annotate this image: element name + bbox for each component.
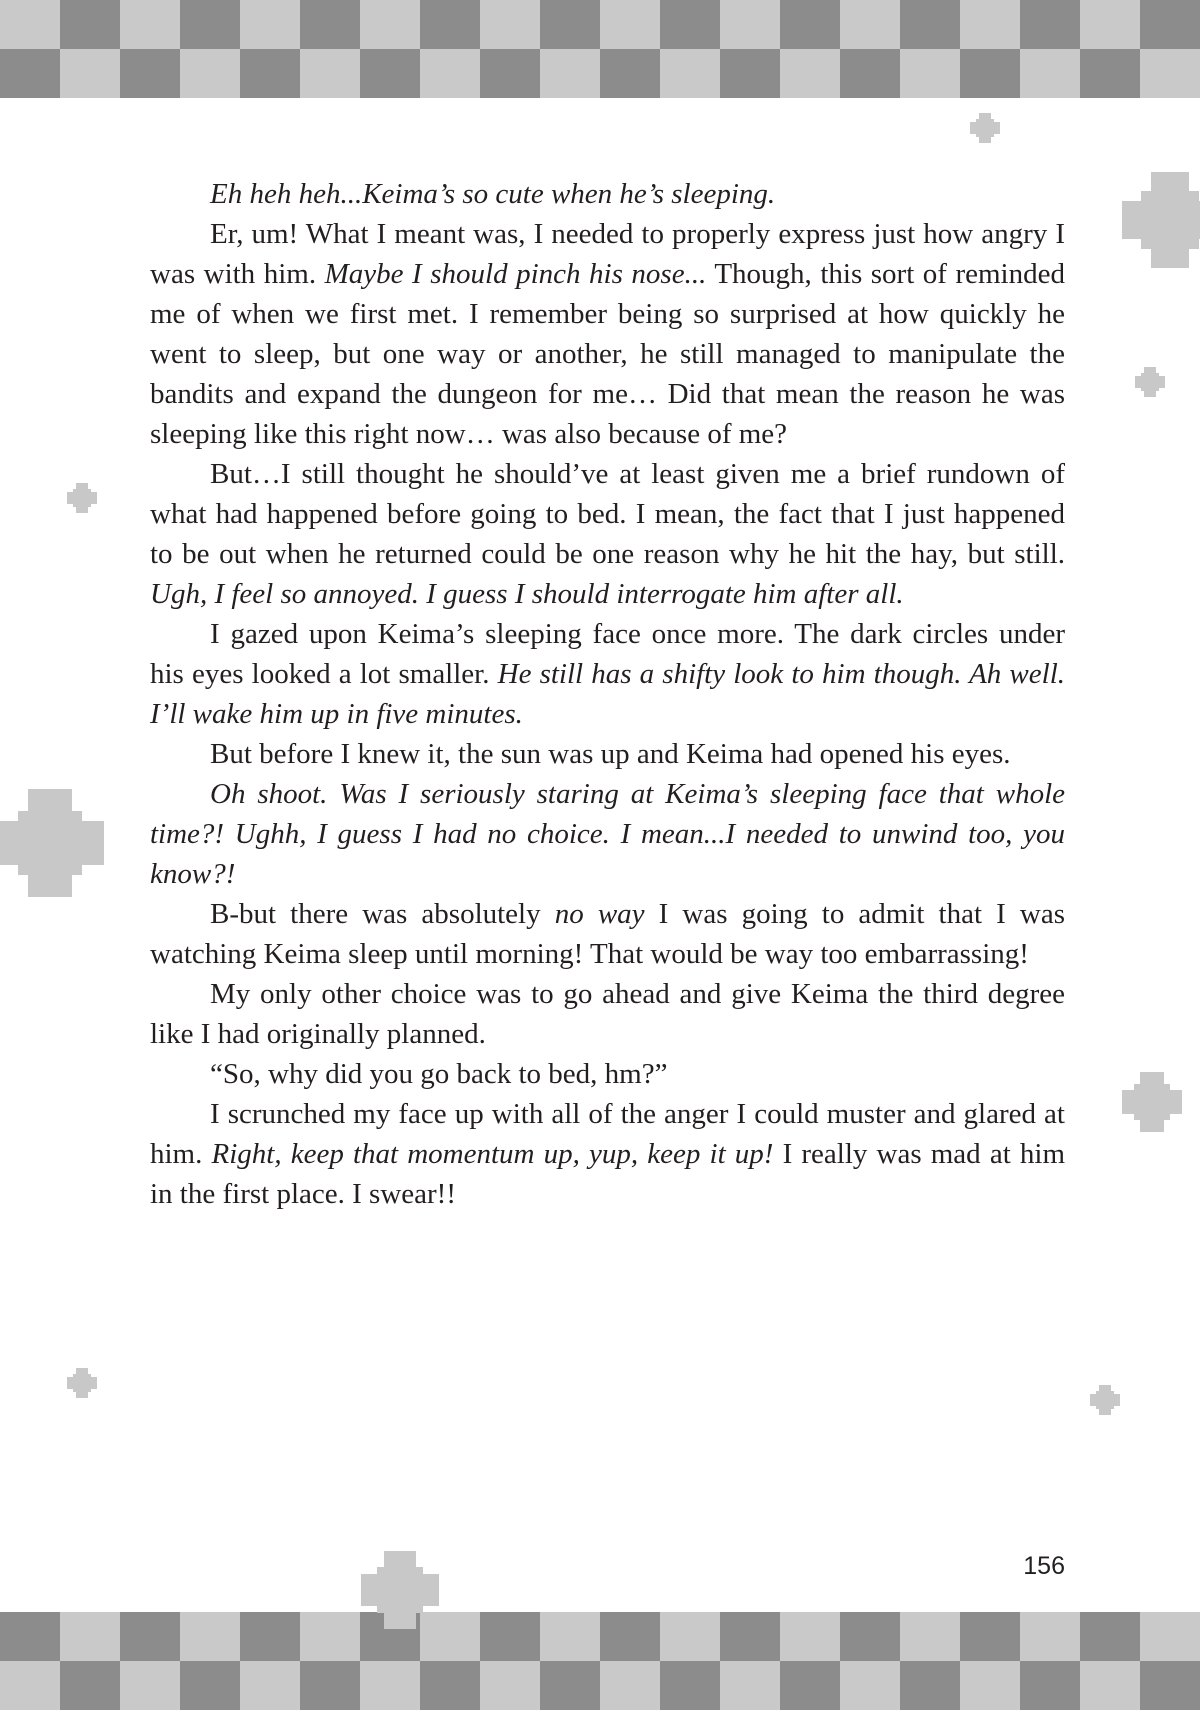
checker-square — [540, 1612, 600, 1661]
checker-square — [240, 49, 300, 98]
sparkle-icon — [1135, 367, 1165, 397]
checker-square — [720, 1661, 780, 1710]
italic-text: Maybe I should pinch his nose... — [324, 258, 707, 290]
checker-square — [180, 49, 240, 98]
sparkle-bar — [377, 1567, 424, 1614]
sparkle-bar — [1134, 1084, 1170, 1120]
text-segment: B-but there was absolutely — [210, 898, 555, 930]
checker-square — [480, 0, 540, 49]
sparkle-bar — [1141, 191, 1199, 249]
checker-square — [120, 1612, 180, 1661]
sparkle-icon — [1090, 1385, 1120, 1415]
checker-square — [120, 49, 180, 98]
sparkle-icon — [67, 1368, 97, 1398]
checker-square — [1140, 0, 1200, 49]
checker-square — [120, 0, 180, 49]
italic-text: Eh heh heh...Keima’s so cute when he’s sleeping. — [210, 178, 776, 210]
checker-square — [1080, 0, 1140, 49]
page-number: 156 — [1023, 1552, 1065, 1580]
text-segment: “So, why did you go back to bed, hm?” — [210, 1058, 668, 1090]
checker-square — [900, 0, 960, 49]
checker-square — [300, 1661, 360, 1710]
checker-square — [660, 1661, 720, 1710]
bottom-checker-border — [0, 1612, 1200, 1710]
checker-square — [840, 1661, 900, 1710]
checker-square — [0, 1612, 60, 1661]
checker-square — [240, 0, 300, 49]
text-segment: I was going to admit that I was watching Keima sleep until morning! That would be way too embarrassing! — [150, 898, 1065, 970]
checker-square — [1080, 1612, 1140, 1661]
paragraph — [150, 214, 1065, 454]
sparkle-bar — [1096, 1391, 1114, 1409]
checker-square — [1140, 49, 1200, 98]
checker-square — [540, 0, 600, 49]
text-segment: Though, this sort of reminded me of when we first met. I remember being so surprised at how quickly he went to sleep, but one way or another, he still managed to manipulate the bandits and expand the dungeon for me… Did that mean the reason he was sleeping like this right now… was also because of me? — [150, 258, 1065, 450]
checker-square — [720, 1612, 780, 1661]
checker-square — [180, 0, 240, 49]
sparkle-icon — [1122, 1072, 1182, 1132]
checker-square — [420, 1661, 480, 1710]
sparkle-icon — [361, 1551, 439, 1629]
checker-square — [600, 49, 660, 98]
top-checker-border — [0, 0, 1200, 98]
checker-square — [660, 1612, 720, 1661]
italic-text: Oh shoot. Was I seriously staring at Keima’s sleeping face that whole time?! Ughh, I guess I had no choice. I mean...I needed to unwind too, you know?! — [150, 778, 1065, 890]
checker-square — [1020, 0, 1080, 49]
checker-square — [300, 1612, 360, 1661]
checker-square — [360, 0, 420, 49]
checker-square — [960, 1661, 1020, 1710]
checker-square — [960, 49, 1020, 98]
checker-square — [780, 1612, 840, 1661]
checker-square — [1080, 1661, 1140, 1710]
checker-square — [960, 0, 1020, 49]
paragraph — [150, 1054, 1065, 1094]
checker-square — [0, 0, 60, 49]
checker-square — [1020, 49, 1080, 98]
checker-square — [780, 0, 840, 49]
paragraph — [150, 174, 1065, 214]
checker-square — [1020, 1612, 1080, 1661]
checker-square — [600, 1612, 660, 1661]
checker-square — [240, 1661, 300, 1710]
sparkle-icon — [970, 113, 1000, 143]
paragraph — [150, 774, 1065, 894]
paragraph — [150, 454, 1065, 614]
checker-square — [60, 49, 120, 98]
text-segment: I scrunched my face up with all of the anger I could muster and glared at him. — [150, 1098, 1065, 1170]
checker-square — [900, 1612, 960, 1661]
text-segment: But…I still thought he should’ve at least given me a brief rundown of what had happened before going to bed. I mean, the fact that I just happened to be out when he returned could be one reason why he hit the hay, but still. — [150, 458, 1065, 570]
checker-square — [180, 1661, 240, 1710]
text-segment: I gazed upon Keima’s sleeping face once more. The dark circles under his eyes looked a lot smaller. — [150, 618, 1065, 690]
checker-square — [840, 1612, 900, 1661]
checker-square — [480, 49, 540, 98]
sparkle-bar — [1141, 373, 1159, 391]
checker-square — [840, 0, 900, 49]
checker-square — [480, 1612, 540, 1661]
checker-square — [60, 1661, 120, 1710]
checker-square — [720, 0, 780, 49]
italic-text: He still has a shifty look to him though. Ah well. I’ll wake him up in five minutes. — [150, 658, 1065, 730]
text-segment: Er, um! What I meant was, I needed to properly express just how angry I was with him. — [150, 218, 1065, 290]
text-segment: I really was mad at him in the first place. I swear!! — [150, 1138, 1066, 1210]
sparkle-icon — [67, 483, 97, 513]
paragraph — [150, 894, 1065, 974]
sparkle-bar — [976, 119, 994, 137]
checker-square — [600, 1661, 660, 1710]
italic-text: Ugh, I feel so annoyed. I guess I should interrogate him after all. — [150, 578, 904, 610]
paragraph — [150, 614, 1065, 734]
checker-square — [300, 0, 360, 49]
sparkle-bar — [73, 1374, 91, 1392]
checker-square — [900, 1661, 960, 1710]
sparkle-bar — [73, 489, 91, 507]
checker-square — [300, 49, 360, 98]
checker-square — [720, 49, 780, 98]
sparkle-icon — [0, 789, 104, 897]
paragraph — [150, 1094, 1065, 1214]
checker-square — [780, 1661, 840, 1710]
checker-square — [420, 0, 480, 49]
checker-square — [540, 1661, 600, 1710]
checker-square — [120, 1661, 180, 1710]
paragraph — [150, 974, 1065, 1054]
checker-square — [480, 1661, 540, 1710]
checker-square — [180, 1612, 240, 1661]
paragraph — [150, 734, 1065, 774]
checker-square — [840, 49, 900, 98]
checker-square — [60, 0, 120, 49]
checker-square — [540, 49, 600, 98]
checker-square — [0, 1661, 60, 1710]
checker-square — [1140, 1612, 1200, 1661]
checker-square — [780, 49, 840, 98]
checker-square — [660, 0, 720, 49]
italic-text: no way — [554, 898, 645, 930]
checker-square — [1140, 1661, 1200, 1710]
checker-square — [600, 0, 660, 49]
checker-square — [360, 49, 420, 98]
checker-square — [1020, 1661, 1080, 1710]
sparkle-icon — [1122, 172, 1200, 268]
checker-square — [360, 1661, 420, 1710]
checker-square — [900, 49, 960, 98]
checker-square — [60, 1612, 120, 1661]
checker-square — [960, 1612, 1020, 1661]
text-segment: But before I knew it, the sun was up and Keima had opened his eyes. — [210, 738, 1011, 770]
checker-square — [0, 49, 60, 98]
checker-square — [660, 49, 720, 98]
sparkle-bar — [18, 811, 83, 876]
italic-text: Right, keep that momentum up, yup, keep it up! — [211, 1138, 774, 1170]
body-text — [150, 174, 1065, 1214]
checker-square — [1080, 49, 1140, 98]
text-segment: My only other choice was to go ahead and give Keima the third degree like I had originally planned. — [150, 978, 1065, 1050]
checker-square — [240, 1612, 300, 1661]
checker-square — [420, 49, 480, 98]
